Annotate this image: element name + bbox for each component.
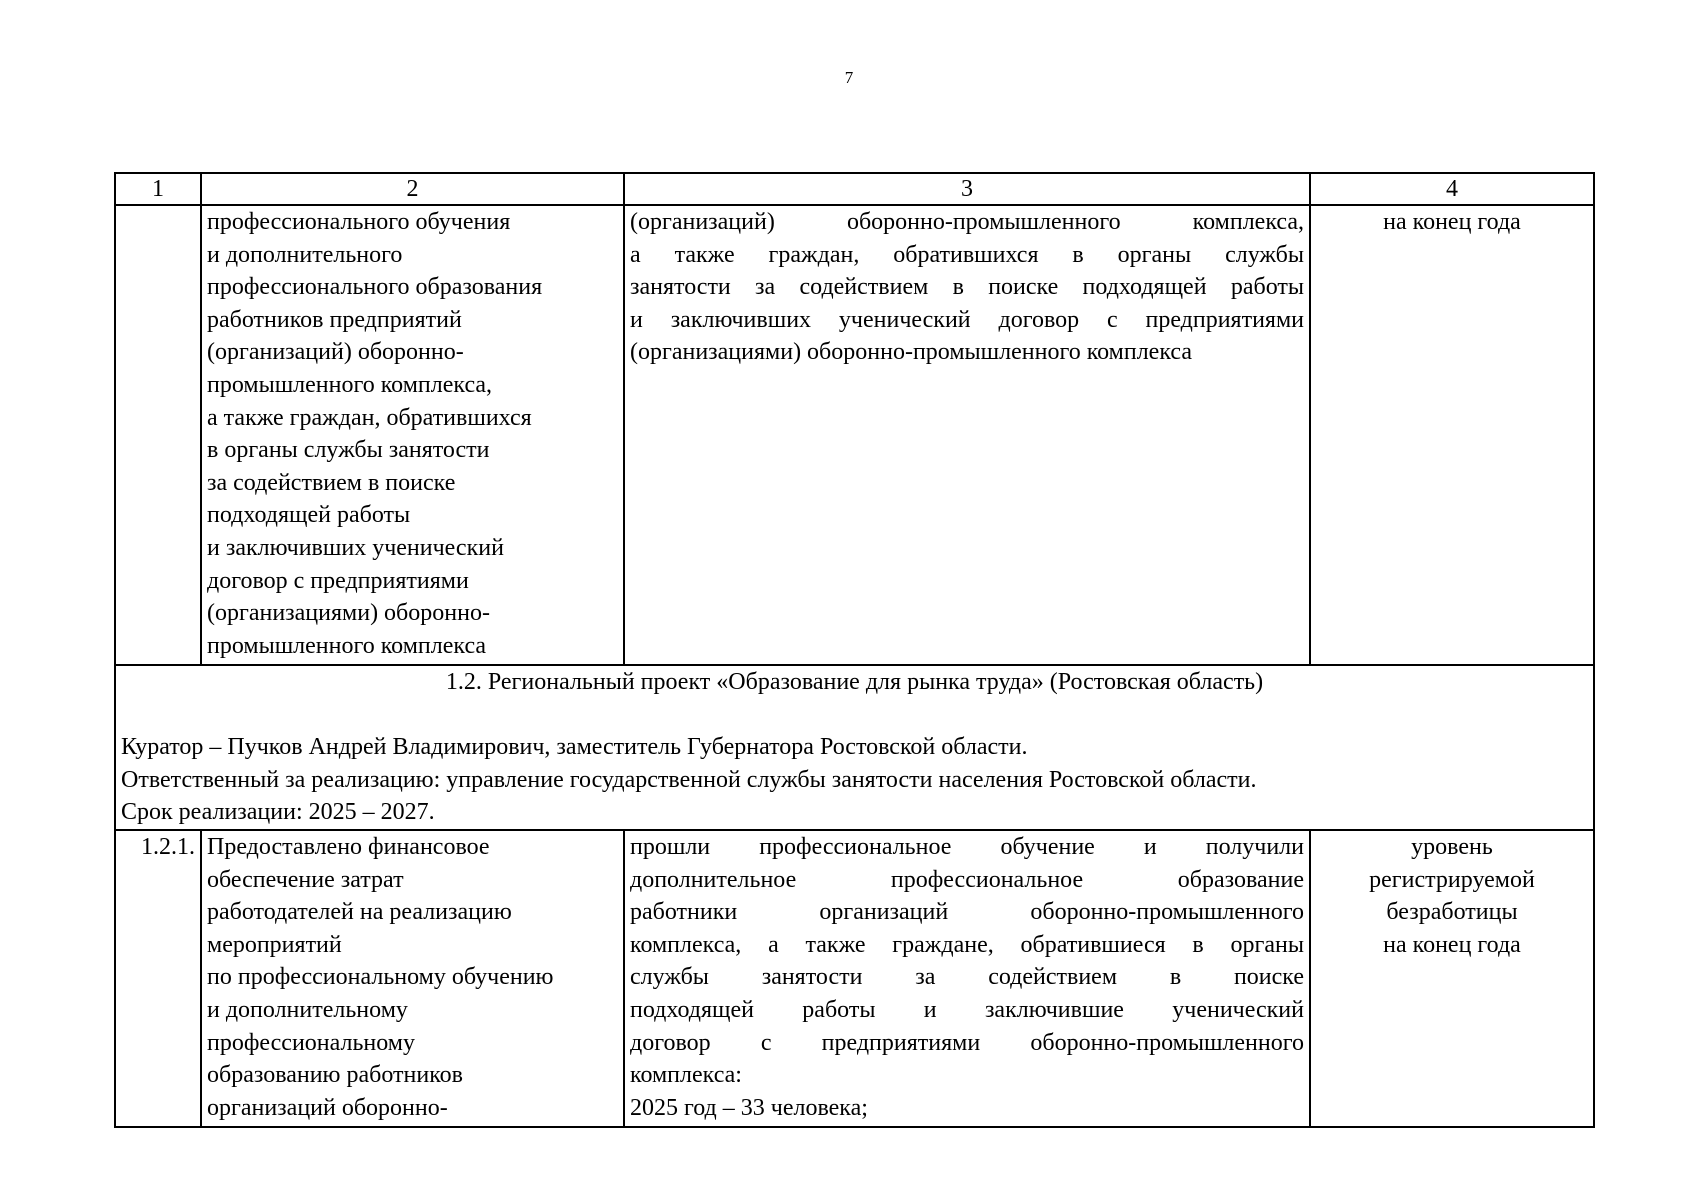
row-number-cell: 1.2.1. (115, 830, 201, 1127)
text-line: организаций оборонно- (207, 1094, 448, 1121)
text-line: профессионального обучения (207, 209, 511, 235)
column-header-3: 3 (624, 173, 1310, 205)
text-line: занятости за содействием в поиске подходящей работы (630, 274, 1304, 301)
text-line: комплекса: (630, 1062, 742, 1089)
text-line: в органы службы занятости (207, 437, 490, 464)
text-line: (организациями) оборонно-промышленного комплекса (630, 339, 1192, 366)
text-line: промышленного комплекса, (207, 371, 493, 398)
text-line: образованию работников (207, 1062, 463, 1089)
text-line: подходящей работы (207, 502, 411, 529)
text-line: договор с предприятиями (207, 567, 469, 594)
result-description-cell (624, 205, 1310, 665)
page-number: 7 (844, 68, 854, 87)
text-line: обеспечение затрат (207, 866, 404, 893)
indicator-cell (1310, 830, 1594, 1127)
section-spacer (121, 699, 1588, 732)
section-cell (115, 665, 1594, 830)
text-line: мероприятий (207, 931, 342, 958)
text-line: (организаций) оборонно- (207, 339, 464, 366)
row-number-cell (115, 205, 201, 665)
text-line: безработицы (1386, 899, 1518, 926)
text-line: службы занятости за содействием в поиске (630, 964, 1304, 991)
text-line: профессиональному (207, 1029, 415, 1056)
text-line: комплекса, а также граждане, обратившиеся в органы (630, 931, 1304, 958)
text-line: работников предприятий (207, 306, 462, 333)
section-title: 1.2. Региональный проект «Образование для рынка труда» (Ростовская область) (445, 669, 1264, 695)
text-line: и дополнительного (207, 241, 403, 268)
text-line: и заключивших ученический (207, 534, 504, 561)
section-row (115, 665, 1594, 830)
column-header-1: 1 (115, 173, 201, 205)
column-header-4: 4 (1310, 173, 1594, 205)
text-line: работники организаций оборонно-промышленного (630, 899, 1304, 926)
table-header-row (115, 173, 1594, 205)
text-line: (организациями) оборонно- (207, 600, 490, 627)
curator-line: Куратор – Пучков Андрей Владимирович, заместитель Губернатора Ростовской области. (121, 734, 1028, 761)
indicator-cell (1310, 205, 1594, 665)
text-line: и дополнительному (207, 996, 408, 1023)
text-line: на конец года (1383, 931, 1521, 958)
table-row (115, 205, 1594, 665)
table-row (115, 830, 1594, 1127)
text-line: подходящей работы и заключившие ученический (630, 996, 1304, 1023)
column-header-2: 2 (201, 173, 624, 205)
text-line: а также граждан, обратившихся (207, 404, 532, 431)
text-line: промышленного комплекса (207, 632, 487, 659)
result-name-cell (201, 830, 624, 1127)
text-line: (организаций) оборонно-промышленного комплекса, (630, 209, 1304, 235)
indicator-table (114, 172, 1595, 1128)
text-line: дополнительное профессиональное образование (630, 866, 1304, 893)
text-line: регистрируемой (1369, 866, 1535, 893)
text-line: за содействием в поиске (207, 469, 456, 496)
text-line: и заключивших ученический договор с предприятиями (630, 306, 1304, 333)
result-description-cell (624, 830, 1310, 1127)
text-line: работодателей на реализацию (207, 899, 512, 926)
text-line: на конец года (1383, 209, 1521, 235)
text-line: Предоставлено финансовое (207, 833, 490, 860)
responsible-line: Ответственный за реализацию: управление государственной службы занятости населения Ростовской области. (121, 766, 1257, 793)
text-line: договор с предприятиями оборонно-промышленного (630, 1029, 1304, 1056)
text-line: по профессиональному обучению (207, 964, 554, 991)
text-line: прошли профессиональное обучение и получили (630, 833, 1304, 860)
text-line: уровень (1411, 833, 1493, 860)
text-line: 2025 год – 33 человека; (630, 1094, 868, 1121)
text-line: а также граждан, обратившихся в органы службы (630, 241, 1304, 268)
text-line: профессионального образования (207, 274, 543, 301)
term-line: Срок реализации: 2025 – 2027. (121, 799, 435, 826)
result-name-cell (201, 205, 624, 665)
